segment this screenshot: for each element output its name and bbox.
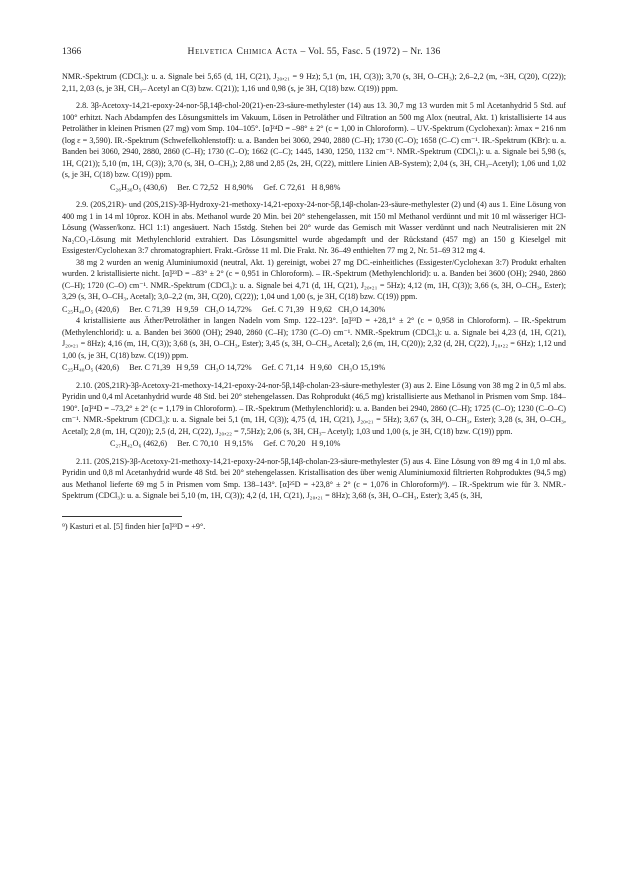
article-body	[62, 71, 566, 502]
footnote: ⁹) Kasturi et al. [5] finden hier [α]²³D = +9°.	[62, 521, 206, 531]
paragraph: 4 kristallisierte aus Äther/Petroläther in langen Nadeln vom Smp. 122–123°. [α]²³D = +28,1° ± 2° (c = 0,958 in Chloroform). – IR.-Spektrum (Methylenchlorid): u. a. Banden bei 3600 (OH); 2940, 2860 (C–H); 1730 (C–O) cm⁻¹. NMR.-Spektrum (CDCl₃): u. a. Signale bei 4,23 (d, 1H, C(21), J₂₀,₂₁ = 8Hz); 4,16 (m, 1H, C(3)); 3,68 (s, 3H, O–CH₃, Ester); 3,45 (s, 3H, O–CH₃, Acetal); 2,6 (m, 1H, C(20)); 2,32 (d, 2H, C(22), J₂₀,₂₂ = 6Hz); 1,12 und 1,00 (s, je 3H, C(18) bzw. C(19)) ppm.	[62, 316, 566, 360]
paragraph: 2.9. (20S,21R)- und (20S,21S)-3β-Hydroxy-21-methoxy-14,21-epoxy-24-nor-5β,14β-cholan-23-säure-methylester (2) und (4) aus 1. Eine Lösung von 400 mg 1 in 14 ml 10proz. KOH in abs. Methanol wurde 20 Min. bei 20° stehengelassen, mit 150 ml Methanol verdünnt und mit 10 ml wässeriger HCl-Lösung (Wasser/konz. HCl 1:1) angesäuert. Nach 15stdg. Stehen bei 20° wurde das Gemisch mit Wasser verdünnt und nach Neutralisieren mit 2N Na₂CO₃-Lösung mit Methylenchlorid extrahiert. Das Lösungsmittel wurde abgedampft und der Rückstand (457 mg) an 150 g Kieselgel mit Essigester/Cyclohexan 3:7 chromatographiert. Frakt.-Grösse 11 ml. Die Frakt. Nr. 36–49 enthielten 77 mg 2, Nr. 51–69 312 mg 4.	[62, 200, 566, 255]
page-number: 1366	[62, 46, 82, 57]
elemental-analysis: C₂₅H₄₀O₅ (420,6) Ber. C 71,39 H 9,59 CH₃O 14,72% Gef. C 71,14 H 9,60 CH₃O 15,19%	[62, 363, 386, 372]
journal-page	[62, 46, 566, 532]
elemental-analysis: C₂₇H₄₂O₆ (462,6) Ber. C 70,10 H 9,15% Gef. C 70,20 H 9,10%	[110, 439, 341, 448]
footnote-divider	[62, 516, 182, 517]
paragraph: 2.11. (20S,21S)-3β-Acetoxy-21-methoxy-14,21-epoxy-24-nor-5β,14β-cholan-23-säure-methylester (5) aus 4. Eine Lösung von 89 mg 4 in 1,0 ml abs. Pyridin und 0,8 ml Acetanhydrid wurde 48 Std. bei 20° stehengelassen. Kristallisation des über wenig Aluminiumoxid filtrierten Rohproduktes (94,5 mg) aus Methanol lieferte 69 mg 5 in Prismen vom Smp. 138–143°. [α]²⁵D = +23,8° ± 2° (c = 1,076 in Chloroform)⁹). – IR.-Spektrum wie für 3. NMR.-Spektrum (CDCl₃): u. a. Signale bei 5,10 (m, 1H, C(3)); 4,2 (d, 1H, C(21), J₂₀,₂₁ = 8Hz); 3,68 (s, 3H, O–CH₃, Ester); 3,45 (s, 3H,	[62, 456, 566, 500]
paragraph: 2.10. (20S,21R)-3β-Acetoxy-21-methoxy-14,21-epoxy-24-nor-5β,14β-cholan-23-säure-methylester (3) aus 2. Eine Lösung von 38 mg 2 in 0,5 ml abs. Pyridin und 0,4 ml Acetanhydrid wurde 48 Std. bei 20° stehengelassen. Das Rohprodukt (46,5 mg) kristallisierte aus Methanol in Prismen vom Smp. 184–190°. [α]²⁴D = –73,2° ± 2° (c = 1,179 in Chloroform). – IR.-Spektrum (Methylenchlorid): u. a. Banden bei 2940, 2860 (C–H); 1725 (C–O); 1230 (C–O–C) cm⁻¹. NMR.-Spektrum (CDCl₃): u. a. Signale bei 5,1 (m, 1H, C(3)); 4,75 (d, 1H, C(21), J₂₀,₂₁ = 5Hz); 3,67 (s, 3H, O–CH₃, Ester); 3,28 (s, 3H, O–CH₃, Acetal); 2,8 (m, 1H, C(20)); 2,5 (d, 2H, C(22), J₂₀,₂₂ = 7,5Hz); 2,06 (s, 3H, CH₃– Acetyl); 1,03 und 1,00 (s, je 3H, C(18) bzw. C(19)) ppm.	[62, 380, 566, 436]
page-header	[62, 46, 566, 62]
running-head	[62, 46, 566, 57]
journal-name: Helvetica Chimica Acta	[187, 46, 298, 57]
elemental-analysis: C₂₅H₄₀O₅ (420,6) Ber. C 71,39 H 9,59 CH₃O 14,72% Gef. C 71,39 H 9,62 CH₃O 14,30%	[62, 304, 386, 314]
paragraph: 2.8. 3β-Acetoxy-14,21-epoxy-24-nor-5β,14β-chol-20(21)-en-23-säure-methylester (14) aus 13. 30,7 mg 13 wurden mit 5 ml Acetanhydrid 5 Std. auf 100° erhitzt. Nach Abdampfen des Lösungsmittels im Vakuum, Lösen in Petroläther und Filtration an 500 mg Alox (neutral, Akt. 1) kristallisierte 14 aus Petroläther in kleinen Prismen (27 mg) vom Smp. 104–105°. [α]²⁴D = –98° ± 2° (c = 1,00 in Chloroform). – UV.-Spektrum (Cyclohexan): λmax = 216 nm (log ε = 3,590). IR.-Spektrum (Schwefelkohlenstoff): u. a. Banden bei 3060, 2940, 2880 (C–H); 1730 (C–O); 1658 (C–C) cm⁻¹. IR.-Spektrum (KBr): u. a. Banden bei 3060, 2940, 2880, 2860 (C–H); 1730 (C–O); 1662 (C–C); 1445, 1430, 1250, 1132 cm⁻¹. NMR.-Spektrum (CDCl₃): u. a. Signale bei 5,98 (s, 1H, C(21)); 5,10 (m, 1H, C(3)); 3,70 (s, 3H, O–CH₃); 2,88 und 2,85 (2s, 2H, C(22), mittlere Linien AB-System); 2,04 (s, 3H, CH₃–Acetyl); 1,06 und 1,02 (s, je 3H, C(18) bzw. C(19)) ppm.	[62, 101, 566, 179]
elemental-analysis: C₂₆H₃₆O₅ (430,6) Ber. C 72,52 H 8,90% Gef. C 72,61 H 8,98%	[110, 182, 341, 192]
paragraph: 38 mg 2 wurden an wenig Aluminiumoxid (neutral, Akt. 1) gereinigt, wobei 27 mg DC.-einheitliches (Essigester/Cyclohexan 3:7) Produkt erhalten wurden. 2 kristallisierte nicht. [α]²³D = –83° ± 2° (c = 0,951 in Chloroform). – IR.-Spektrum (Methylenchlorid): u. a. Banden bei 3600 (OH); 2940, 2860 (C–H); 1720 (C–O) cm⁻¹. NMR.-Spektrum (CDCl₃): u. a. Signale bei 4,71 (d, 1H, C(21), J₂₀,₂₁ = 5Hz); 4,12 (m, 1H, C(3)); 3,66 (s, 3H, O–CH₃, Ester); 3,29 (s, 3H, O–CH₃, Acetal); 3,0–2,2 (m, 3H, C(20), C(22)); 1,04 und 1,00 (s, je 3H, C(18) bzw. C(19)) ppm.	[62, 257, 566, 301]
paragraph: NMR.-Spektrum (CDCl₃): u. a. Signale bei 5,65 (d, 1H, C(21), J₂₀,₂₁ = 9 Hz); 5,1 (m, 1H, C(3)); 3,70 (s, 3H, O–CH₃); 2,6–2,2 (m, ~3H, C(20), C(22)); 2,11, 2,03 (s, je 3H, CH₃– Acetyl an C(3) bzw. C(21)); 1,16 und 0,98 (s, je 3H, C(18) bzw. C(19)) ppm.	[62, 72, 566, 93]
issue-info: – Vol. 55, Fasc. 5 (1972) – Nr. 136	[297, 46, 441, 57]
